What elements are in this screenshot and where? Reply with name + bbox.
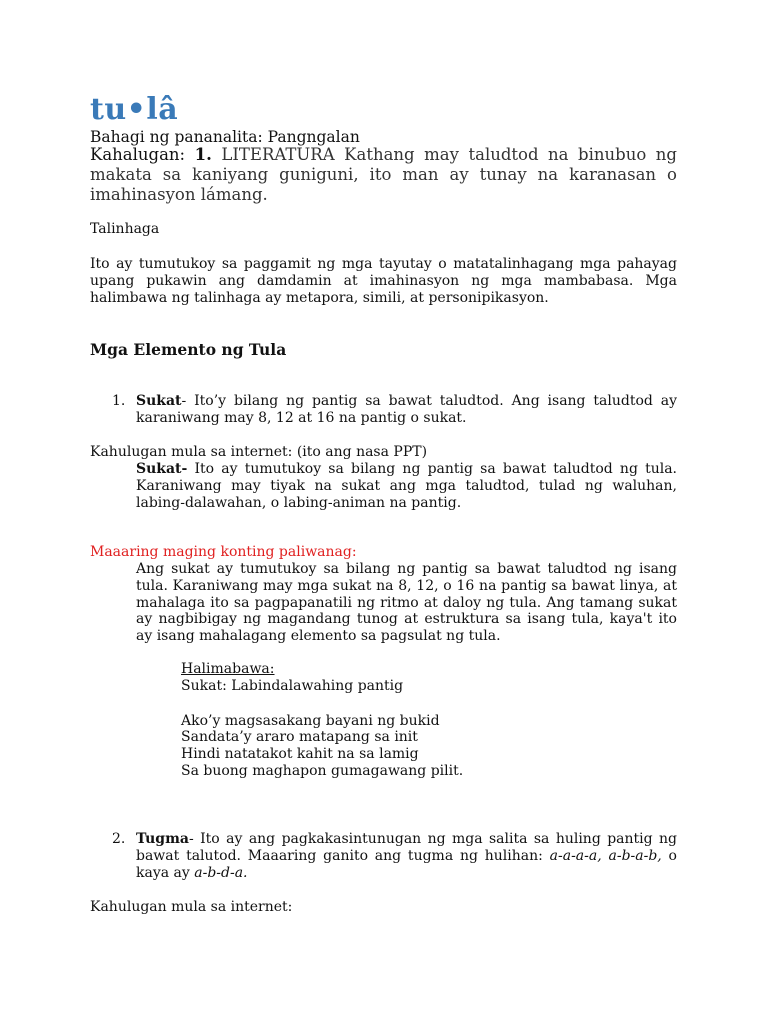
definition-number: 1.: [194, 145, 212, 164]
poem-line: Sa buong maghapon gumagawang pilit.: [181, 762, 464, 779]
list-item-tugma: [136, 831, 677, 881]
definition: [90, 145, 677, 204]
rhyme-pattern-3: a-b-d-a.: [194, 864, 248, 881]
item-text-continued: o kaya ay: [136, 847, 677, 881]
example-label: Halimabawa:: [181, 661, 275, 677]
internet-definition-label: Kahulugan mula sa internet: (ito ang nasa PPT): [90, 444, 428, 460]
item-text: - Ito ay ang pagkakasintunugan ng mga salita sa huling pantig ng bawat talutod. Maaaring ganito ang tugma ng hulihan:: [136, 831, 677, 864]
poem-line: Ako’y magsasakang bayani ng bukid: [181, 712, 440, 729]
internet-definition-text: Ito ay tumutukoy sa bilang ng pantig sa bawat taludtod ng tula. Karaniwang may tiyak na sukat ang mga taludtod, tulad ng waluhan, labing-dalawahan, o labing-animan na pantig.: [136, 461, 677, 511]
poem-line: Hindi natatakot kahit na sa lamig: [181, 746, 419, 763]
definition-label: Kahalugan:: [90, 145, 186, 164]
list-item-sukat: [136, 393, 677, 427]
example-sukat-line: Sukat: Labindalawahing pantig: [181, 677, 404, 694]
explanation-paragraph: Ang sukat ay tumutukoy sa bilang ng pantig sa bawat taludtod ng isang tula. Karaniwang may mga sukat na 8, 12, o 16 na pantig sa bawat linya, at mahalaga ito sa pagpapanatili ng ritmo at daloy ng tula. Ang tamang sukat ay nagbibigay ng magandang tunog at estruktura sa isang tula, kaya't ito ay isang mahalagang elemento sa pagsulat ng tula.: [136, 561, 677, 645]
talinhaga-heading: Talinhaga: [90, 221, 160, 237]
definition-text: LITERATURA Kathang may taludtod na binubuo ng makata sa kaniyang guniguni, ito man ay tunay na karanasan o imahinasyon lámang.: [90, 145, 677, 204]
section-title: Mga Elemento ng Tula: [90, 340, 287, 359]
headword: tu•lâ: [90, 92, 179, 127]
list-number-2: 2.: [112, 831, 126, 847]
poem-line: Sandata’y araro matapang sa init: [181, 729, 418, 746]
term-sukat-internet: Sukat-: [136, 461, 188, 477]
list-number-1: 1.: [112, 393, 126, 409]
part-of-speech: Bahagi ng pananalita: Pangngalan: [90, 128, 360, 146]
example-block: [181, 661, 581, 780]
term-sukat: Sukat: [136, 393, 182, 409]
internet-definition: [136, 461, 677, 511]
internet-definition-label-2: Kahulugan mula sa internet:: [90, 899, 293, 915]
item-text: - Ito’y bilang ng pantig sa bawat taludtod. Ang isang taludtod ay karaniwang may 8, 12 at 16 na pantig o sukat.: [136, 393, 677, 426]
talinhaga-paragraph: Ito ay tumutukoy sa paggamit ng mga tayutay o matatalinhagang mga pahayag upang pukawin ang damdamin at imahinasyon ng mga mambabasa. Mga halimbawa ng talinhaga ay metapora, simili, at personipikasyon.: [90, 256, 677, 306]
explanation-label: Maaaring maging konting paliwanag:: [90, 544, 357, 560]
rhyme-patterns: a-a-a-a, a-b-a-b,: [549, 847, 662, 864]
term-tugma: Tugma: [136, 831, 189, 847]
